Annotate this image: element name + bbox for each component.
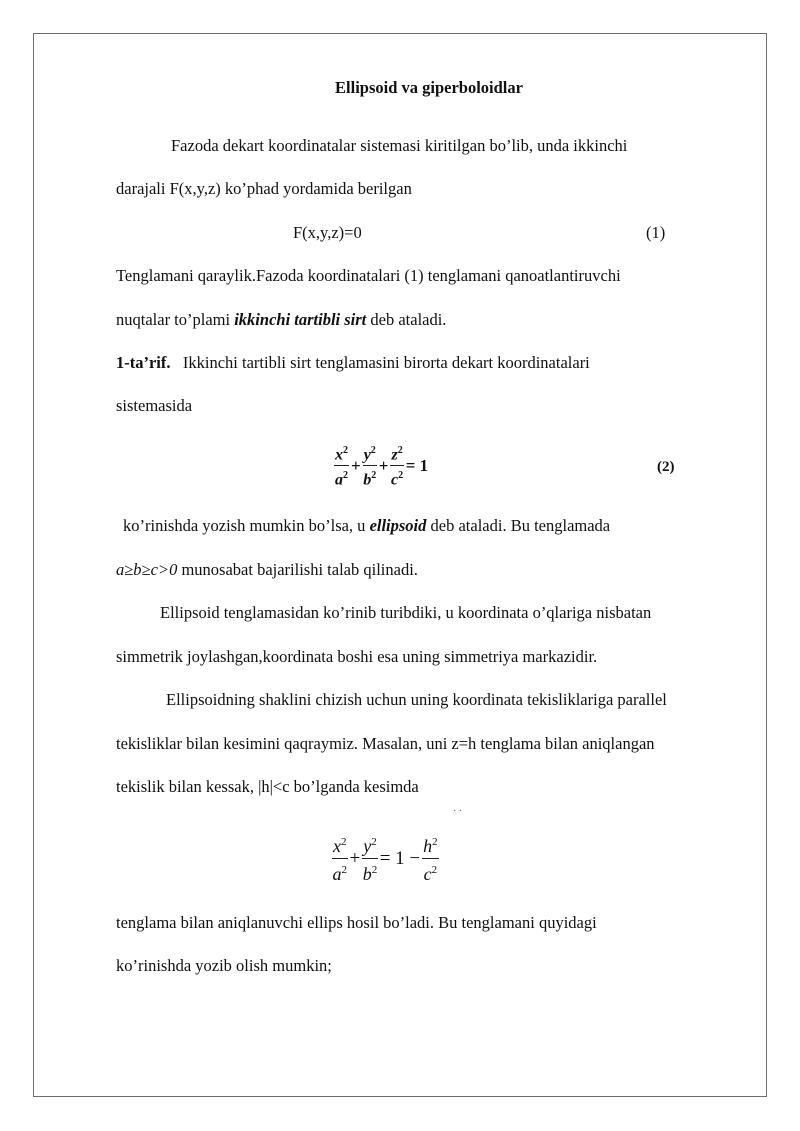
paragraph-2-line-2: [116, 310, 446, 330]
scan-artifact: · ·: [453, 806, 463, 817]
condition: a≥b≥c>0: [116, 560, 178, 579]
paragraph-5-line-2: tekisliklar bilan kesimini qaqraymiz. Masalan, uni z=h tenglama bilan aniqlangan: [116, 734, 655, 753]
paragraph-4-line-1: Ellipsoid tenglamasidan ko’rinib turibdiki, u koordinata o’qlariga nisbatan: [160, 603, 652, 622]
paragraph-2-line-1: Tenglamani qaraylik.Fazoda koordinatalari (1) tenglamani qanoatlantiruvchi: [116, 266, 621, 285]
plus-sign: +: [351, 455, 361, 475]
plus-sign: +: [349, 847, 361, 869]
paragraph-4-line-2: simmetrik joylashgan,koordinata boshi esa uning simmetriya markazidir.: [116, 647, 598, 666]
definition-line-1: [116, 353, 590, 373]
paragraph-3-line-2: [116, 560, 418, 580]
paragraph-3-line-1: [123, 516, 610, 536]
paragraph-5-line-3: tekislik bilan kessak, |h|<c bo’lganda kesimda: [116, 777, 419, 796]
plus-sign: +: [378, 455, 389, 475]
definition-label: 1-ta’rif.: [116, 353, 171, 372]
definition-line-2: sistemasida: [116, 396, 193, 415]
text: Ikkinchi tartibli sirt tenglamasini birorta dekart koordinatalari: [170, 353, 590, 372]
equation-1-number: (1): [646, 223, 666, 242]
term-second-order-surface: ikkinchi tartibli sirt: [234, 310, 367, 329]
fraction-z-over-c: $\frac{z^2}{c^2}$: [390, 442, 403, 490]
fraction-h-over-c: $\frac{h^2}{c^2}$: [422, 832, 439, 885]
equation-3: [331, 832, 440, 885]
page-title: Ellipsoid va giperboloidlar: [335, 78, 523, 97]
equals-one-minus: = 1 −: [379, 847, 421, 869]
text: deb ataladi.: [366, 310, 447, 329]
paragraph-6-line-1: tenglama bilan aniqlanuvchi ellips hosil bo’ladi. Bu tenglamani quyidagi: [116, 913, 597, 932]
text: ko’rinishda yozish mumkin bo’lsa, u: [123, 516, 370, 535]
paragraph-1-line-1: Fazoda dekart koordinatalar sistemasi kiritilgan bo’lib, unda ikkinchi: [171, 136, 628, 155]
term-ellipsoid: ellipsoid: [369, 516, 427, 535]
equals-one: = 1: [405, 455, 429, 475]
equation-2: [333, 442, 429, 490]
paragraph-1-line-2: darajali F(x,y,z) ko’phad yordamida berilgan: [116, 179, 412, 198]
fraction-y-over-b: $\frac{y^2}{b^2}$: [362, 832, 378, 885]
fraction-x-over-a: $\frac{x^2}{a^2}$: [332, 832, 348, 885]
equation-1: F(x,y,z)=0: [293, 223, 362, 242]
paragraph-5-line-1: Ellipsoidning shaklini chizish uchun uning koordinata tekisliklariga parallel: [166, 690, 667, 709]
paragraph-6-line-2: ko’rinishda yozib olish mumkin;: [116, 956, 332, 975]
text: deb ataladi. Bu tenglamada: [426, 516, 611, 535]
text: nuqtalar to’plami: [116, 310, 235, 329]
text: munosabat bajarilishi talab qilinadi.: [177, 560, 418, 579]
equation-2-number: (2): [657, 459, 675, 475]
fraction-y-over-b: $\frac{y^2}{b^2}$: [363, 442, 377, 490]
fraction-x-over-a: $\frac{x^2}{a^2}$: [334, 442, 349, 490]
